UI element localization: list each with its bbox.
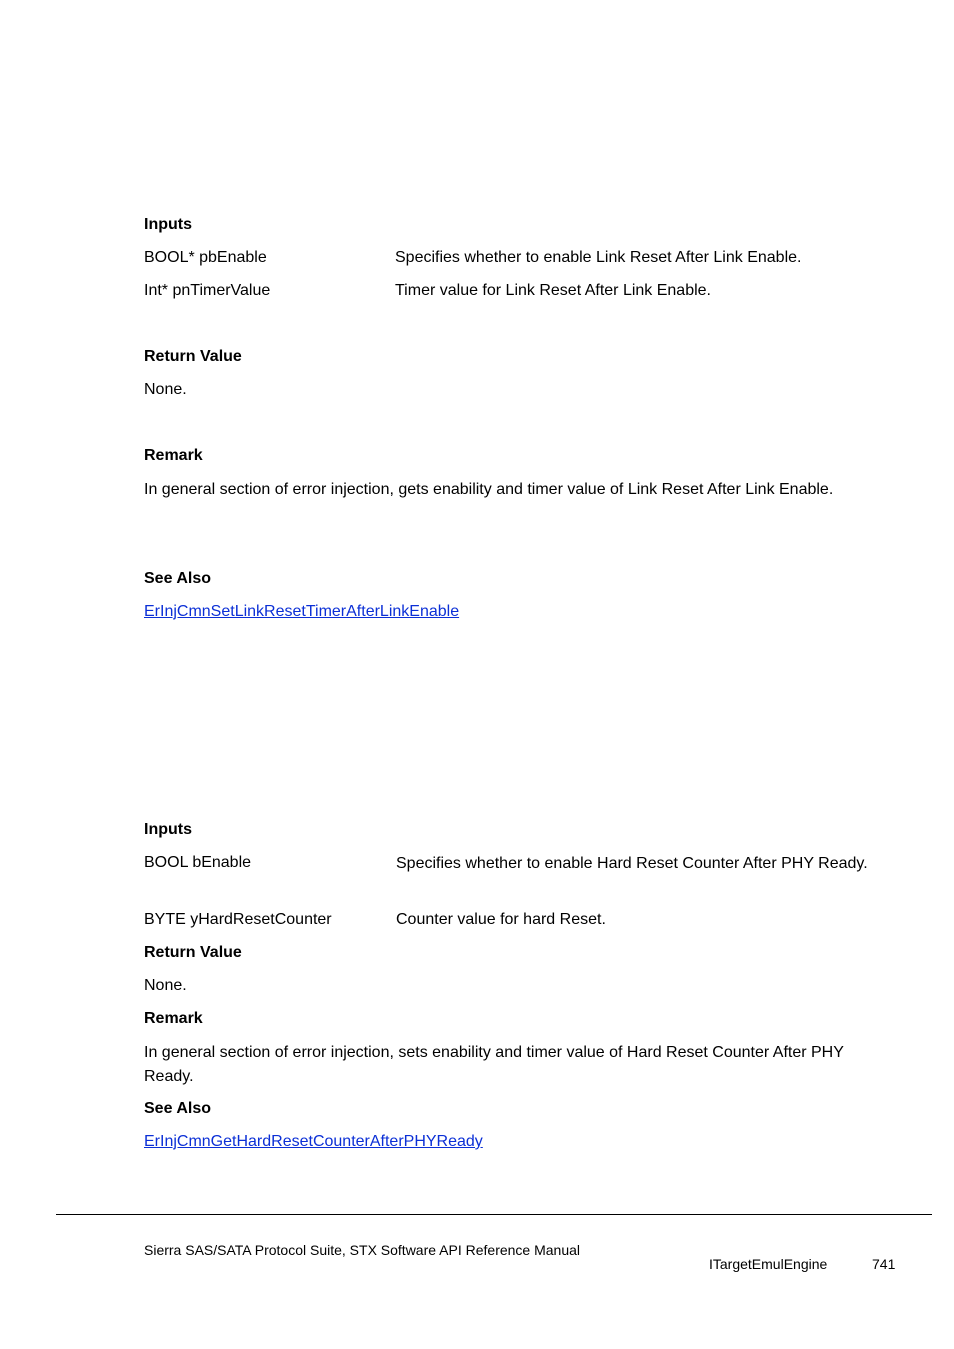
return-value-text: None. (144, 381, 187, 398)
return-value-heading: Return Value (144, 944, 242, 961)
param-name: BOOL bEnable (144, 854, 252, 871)
see-also-link[interactable]: ErInjCmnSetLinkResetTimerAfterLinkEnable (144, 603, 460, 620)
param-desc: Specifies whether to enable Hard Reset Counter After PHY Ready. (396, 855, 868, 872)
param-desc: Counter value for hard Reset. (396, 911, 606, 928)
footer-manual-title: Sierra SAS/SATA Protocol Suite, STX Software API Reference Manual (144, 1242, 581, 1258)
remark-text: In general section of error injection, sets enability and timer value of Hard Reset Counter After PHY Ready. (144, 1044, 844, 1085)
see-also-heading: See Also (144, 570, 211, 587)
remark-text: In general section of error injection, gets enability and timer value of Link Reset After Link Enable. (144, 481, 834, 498)
param-name: BOOL* pbEnable (144, 249, 267, 266)
see-also-link[interactable]: ErInjCmnGetHardResetCounterAfterPHYReady (144, 1133, 483, 1150)
footer-divider (56, 1214, 932, 1215)
inputs-heading: Inputs (144, 216, 192, 233)
return-value-text: None. (144, 977, 187, 994)
return-value-heading: Return Value (144, 348, 242, 365)
inputs-heading: Inputs (144, 821, 192, 838)
footer-section-name: ITargetEmulEngine (709, 1256, 828, 1272)
param-desc: Specifies whether to enable Link Reset After Link Enable. (395, 249, 802, 266)
see-also-heading: See Also (144, 1100, 211, 1117)
page-number: 741 (872, 1256, 896, 1272)
remark-heading: Remark (144, 447, 203, 464)
param-name: BYTE yHardResetCounter (144, 911, 332, 928)
param-desc: Timer value for Link Reset After Link Enable. (395, 282, 711, 299)
remark-heading: Remark (144, 1010, 203, 1027)
param-name: Int* pnTimerValue (144, 282, 271, 299)
